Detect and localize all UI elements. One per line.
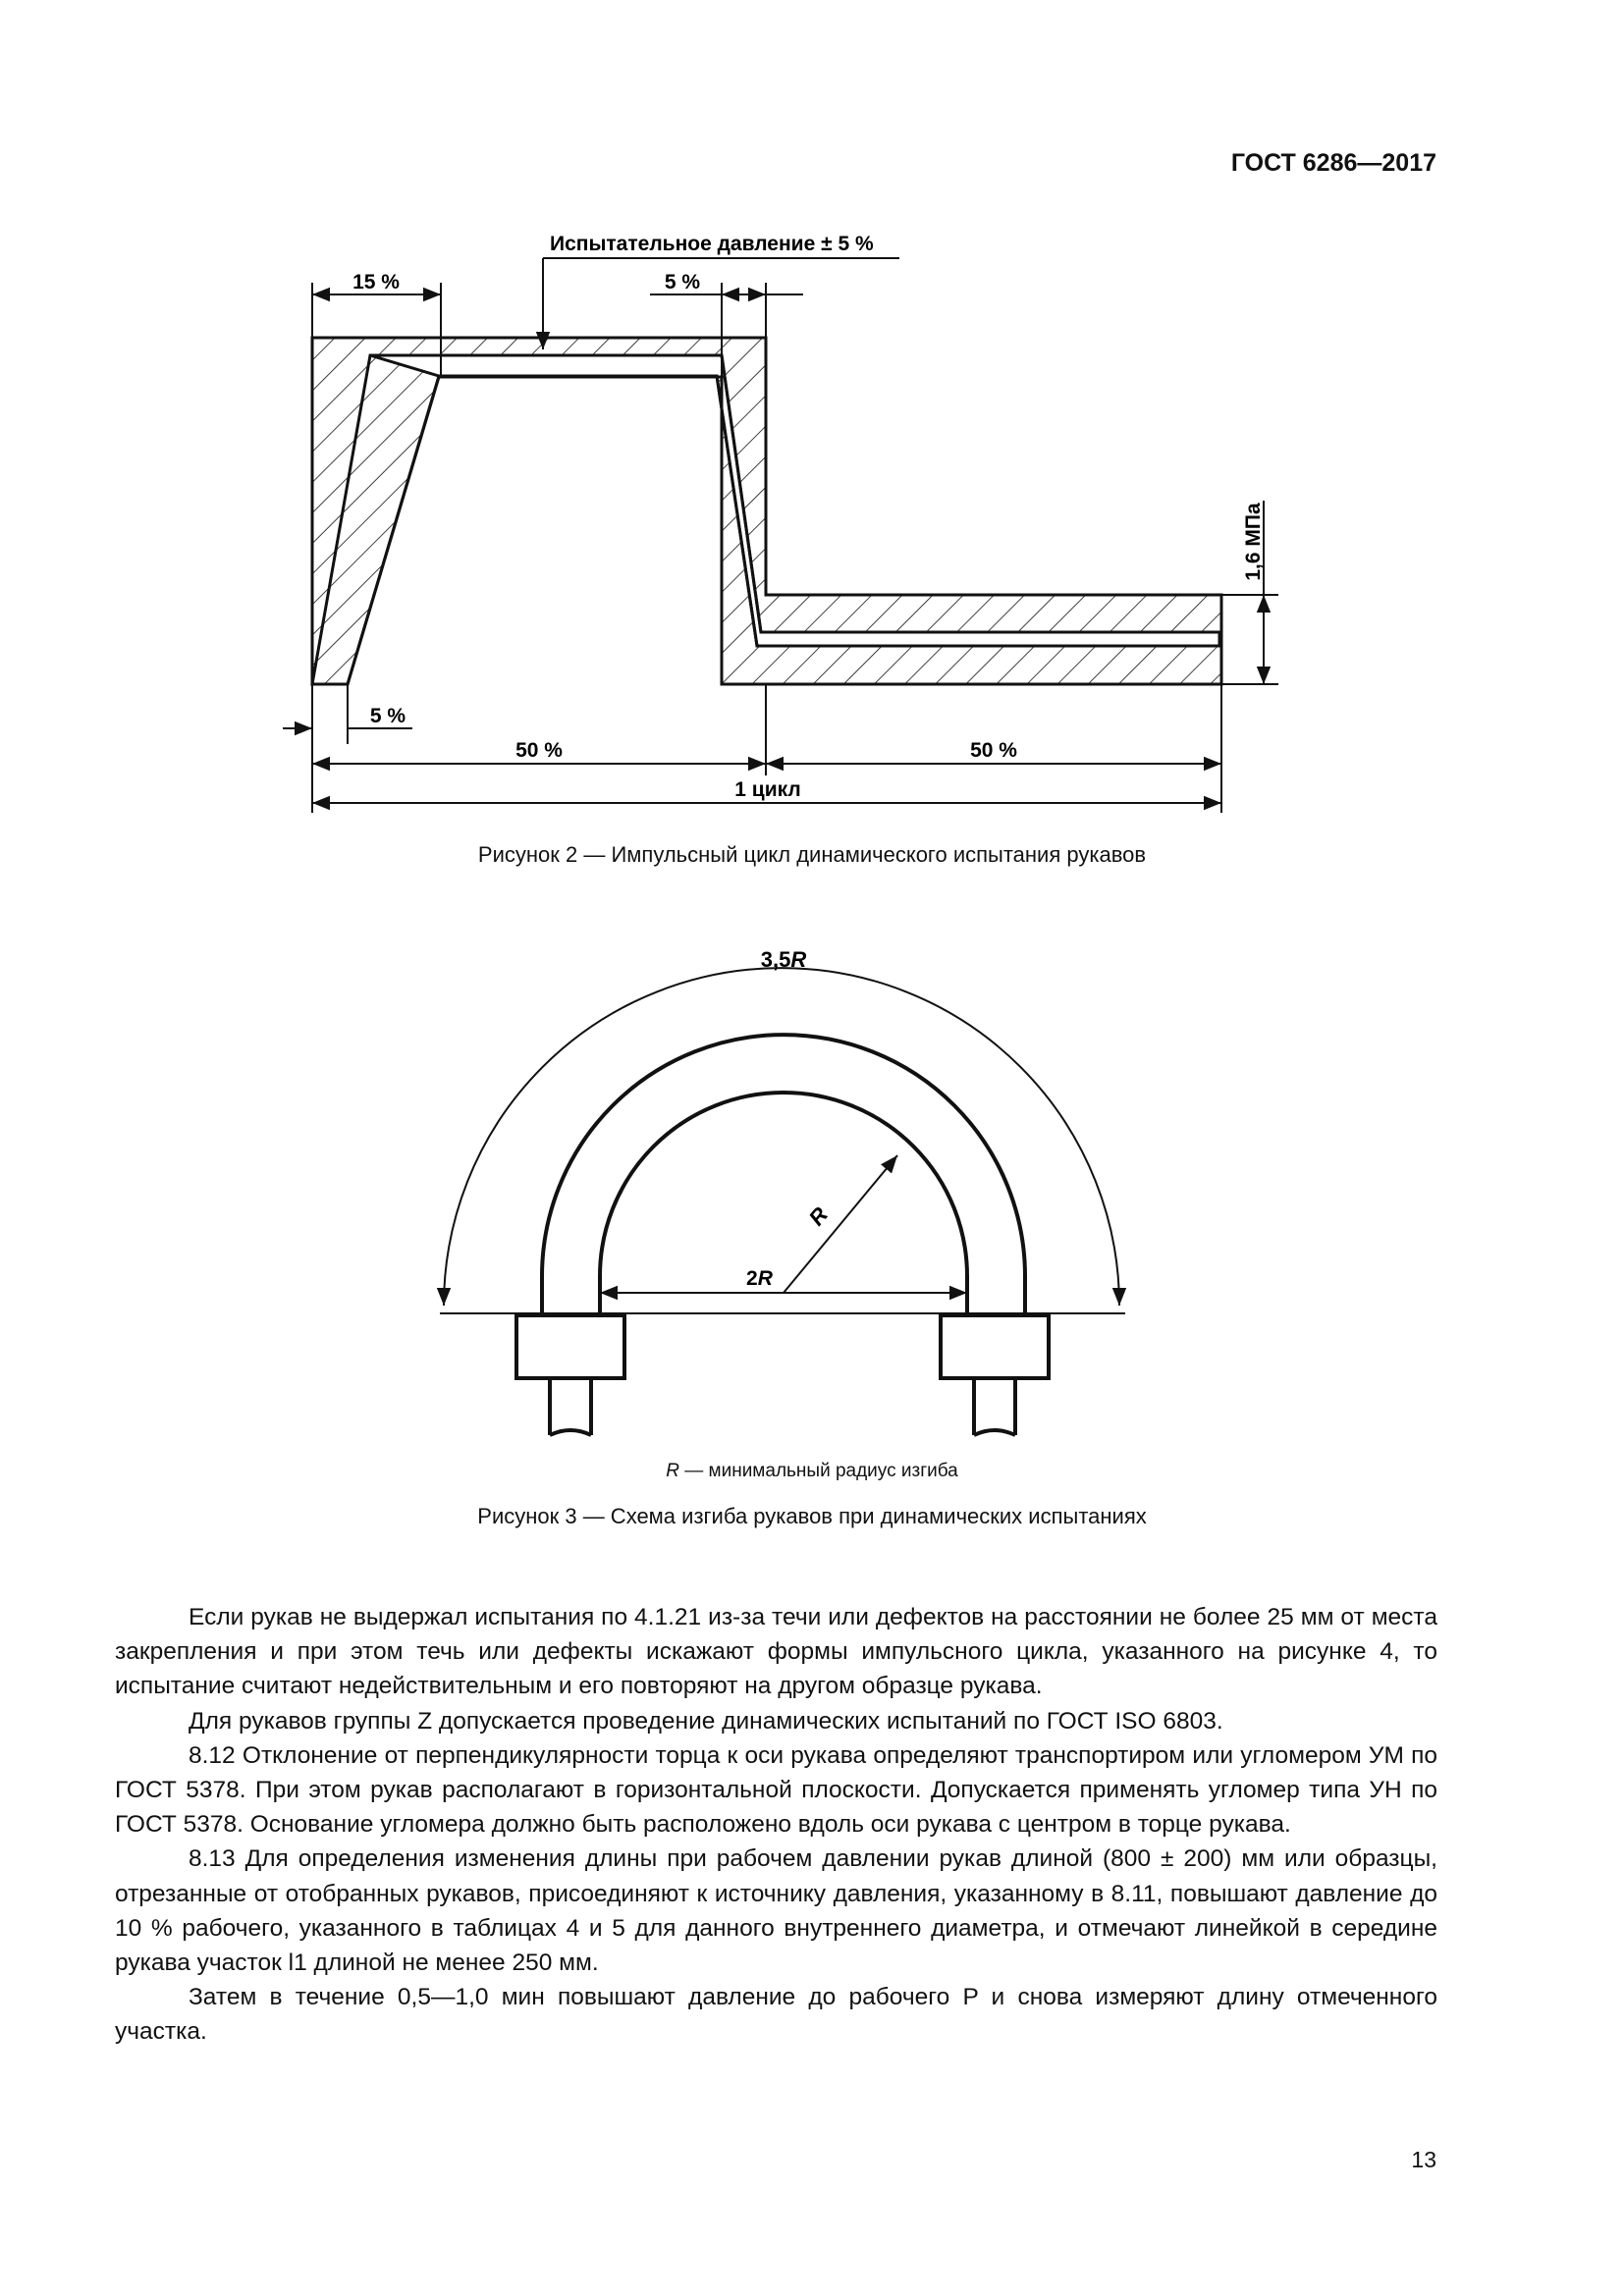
body-text (115, 1600, 1437, 2050)
paragraph-4: 8.13 Для определения изменения длины при рабочем давлении рукав длиной (800 ± 200) мм или образцы, отрезанные от отобранных рукавов, присоединяют к источнику давления, указанному в 8.11, повышают давление до 10 % рабочего, указанного в таблицах 4 и 5 для данного внутреннего диаметра, и отмечают линейкой в середине рукава участок l1 длиной не менее 250 мм. (115, 1845, 1437, 1977)
label-15pct: 15 % (352, 271, 400, 294)
label-cycle: 1 цикл (734, 778, 801, 801)
paragraph-3: 8.12 Отклонение от перпендикулярности торца к оси рукава определяют транспортиром или угломером УМ по ГОСТ 5378. При этом рукав располагают в горизонтальной плоскости. Допускается применять угломер типа УН по ГОСТ 5378. Основание угломера должно быть расположено вдоль оси рукава с центром в торце рукава. (115, 1741, 1437, 1839)
figure-2-caption: Рисунок 2 — Импульсный цикл динамического испытания рукавов (477, 842, 1147, 867)
figure-3-caption: Рисунок 3 — Схема изгиба рукавов при динамических испытаниях (477, 1504, 1147, 1528)
hose-inner-edge (600, 1093, 967, 1315)
label-pressure: 1,6 МПа (1242, 503, 1265, 581)
paragraph-1: Если рукав не выдержал испытания по 4.1.21 из-за течи или дефектов на расстоянии не более 25 мм от места закрепления и при этом течь или дефекты искажают формы импульсного цикла, указанного на рисунке 4, то испытание считают недействительным и его повторяют на другом образце рукава. (115, 1604, 1437, 1700)
figure-2-pulse-cycle (0, 0, 1624, 883)
label-5pct-bottom: 5 % (369, 705, 406, 727)
figure-3-legend: R — минимальный радиус изгиба (666, 1461, 958, 1481)
standard-header: ГОСТ 6286—2017 (1230, 149, 1436, 177)
figure-3-bend-scheme (0, 933, 1624, 1482)
label-span-2r: 2R (746, 1267, 773, 1290)
label-outer-arc: 3,5R (760, 947, 807, 972)
left-shaft (550, 1378, 591, 1435)
label-test-pressure: Испытательное давление ± 5 % (550, 233, 874, 255)
page-number: 13 (1411, 2147, 1436, 2172)
left-fitting (516, 1315, 624, 1378)
label-5pct-top: 5 % (664, 271, 701, 294)
paragraph-5: Затем в течение 0,5—1,0 мин повышают давление до рабочего P и снова измеряют длину отмеченного участка. (115, 1984, 1437, 2046)
legend-symbol: R (666, 1461, 679, 1481)
paragraph-2: Для рукавов группы Z допускается проведение динамических испытаний по ГОСТ ISO 6803. (189, 1707, 1223, 1735)
hose-outer-edge (542, 1035, 1025, 1315)
label-radius: R (803, 1201, 834, 1231)
right-shaft (974, 1378, 1015, 1435)
label-50pct-right: 50 % (970, 739, 1017, 762)
outer-arc-3-5r (444, 968, 1119, 1306)
right-fitting (941, 1315, 1049, 1378)
label-50pct-left: 50 % (515, 739, 563, 762)
